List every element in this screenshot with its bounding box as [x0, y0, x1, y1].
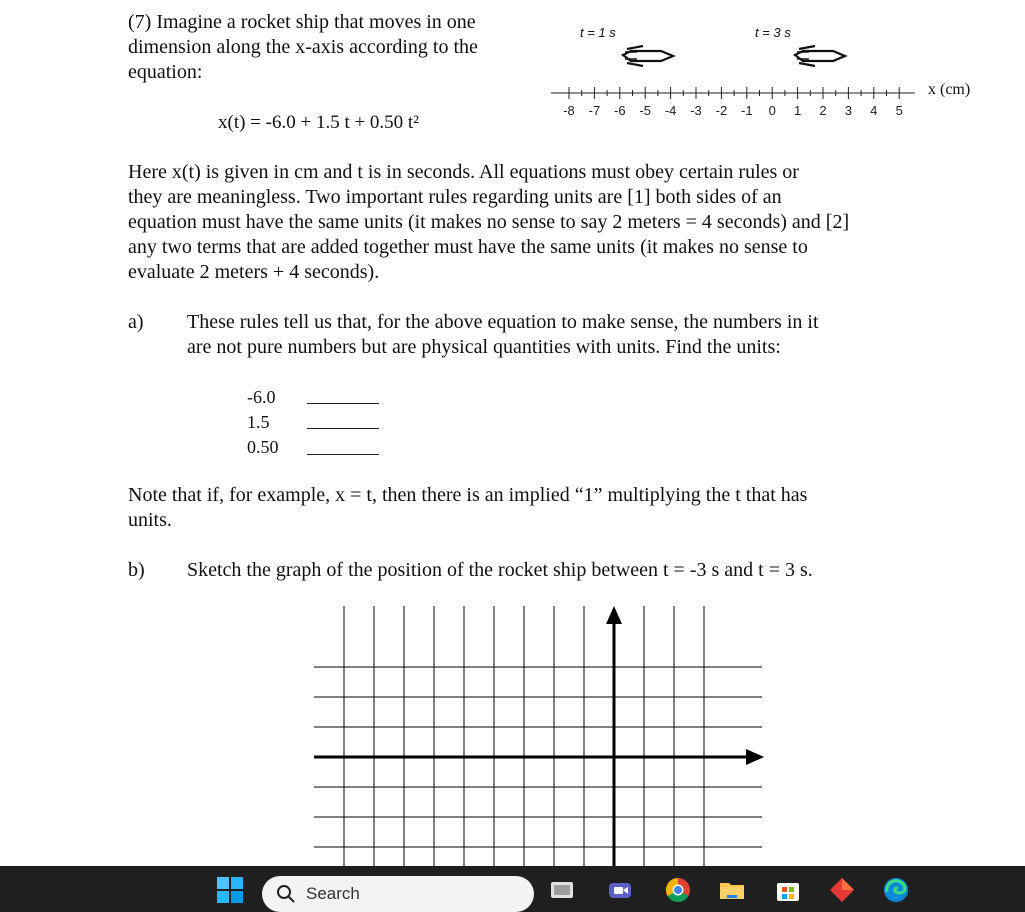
number-line-tick-label: -6: [614, 103, 626, 118]
part-a-line: are not pure numbers but are physical quantities with units. Find the units:: [187, 336, 781, 358]
rules-line: any two terms that are added together must have the same units (it makes no sense to: [128, 236, 808, 258]
rules-paragraph: [128, 160, 849, 285]
note-line: Note that if, for example, x = t, then there is an implied “1” multiplying the t that has: [128, 484, 808, 506]
number-line-tick-label: -1: [741, 103, 753, 118]
intro-line: (7) Imagine a rocket ship that moves in one: [128, 11, 476, 33]
intro-line: dimension along the x-axis according to the: [128, 36, 478, 58]
arrow-up-icon: [606, 606, 622, 624]
number-line-ticks: [563, 87, 903, 118]
number-line-tick-label: -3: [690, 103, 702, 118]
note-paragraph: [128, 483, 807, 533]
number-line-tick-label: 3: [844, 103, 853, 118]
number-line-tick-label: 0: [768, 103, 776, 118]
answer-blank[interactable]: [307, 428, 379, 429]
rules-line: Here x(t) is given in cm and t is in seconds. All equations must obey certain rules or: [128, 161, 799, 183]
number-line-tick-label: -8: [563, 103, 575, 118]
rocket-label: t = 1 s: [580, 25, 616, 40]
search-input[interactable]: [262, 876, 534, 912]
teams-meet-icon[interactable]: [604, 874, 636, 906]
number-line-tick-label: -7: [588, 103, 601, 118]
search-placeholder: Search: [306, 884, 360, 903]
sketch-grid: [300, 600, 780, 866]
search-icon: [276, 884, 296, 904]
windows-start-icon[interactable]: [214, 874, 246, 906]
gem-app-icon[interactable]: [826, 874, 858, 906]
number-line-tick-label: 1: [793, 103, 802, 118]
part-a-line: These rules tell us that, for the above equation to make sense, the numbers in it: [187, 311, 819, 333]
coefficient: 1.5: [247, 412, 270, 432]
chrome-icon[interactable]: [662, 874, 694, 906]
part-b-text: Sketch the graph of the position of the rocket ship between t = -3 s and t = 3 s.: [187, 559, 813, 581]
number-line-tick-label: -2: [715, 103, 728, 118]
rules-line: evaluate 2 meters + 4 seconds).: [128, 261, 380, 283]
rules-line: equation must have the same units (it makes no sense to say 2 meters = 4 seconds) and [2]: [128, 211, 850, 233]
number-line-tick-label: -5: [639, 103, 651, 118]
part-a-text: [187, 310, 819, 360]
equation: x(t) = -6.0 + 1.5 t + 0.50 t²: [218, 112, 419, 133]
rocket-icon: [623, 46, 673, 66]
problem-intro: [128, 10, 478, 85]
rocket-icon: [795, 46, 845, 66]
answer-blank[interactable]: [307, 454, 379, 455]
file-explorer-icon[interactable]: [716, 874, 748, 906]
number-line-tick-label: 2: [819, 103, 827, 118]
coefficient: -6.0: [247, 387, 276, 407]
note-line: units.: [128, 509, 172, 531]
part-b-label: b): [128, 559, 145, 581]
microsoft-store-icon[interactable]: [772, 874, 804, 906]
rules-line: they are meaningless. Two important rules regarding units are [1] both sides of an: [128, 186, 782, 208]
arrow-right-icon: [746, 749, 764, 765]
answer-blank[interactable]: [307, 403, 379, 404]
edge-icon[interactable]: [880, 874, 912, 906]
number-line-tick-label: 5: [895, 103, 903, 118]
coefficient: 0.50: [247, 437, 279, 457]
axis-label: x (cm): [928, 81, 971, 98]
number-line-tick-label: -4: [664, 103, 677, 118]
intro-line: equation:: [128, 61, 203, 83]
file-manager-icon[interactable]: [546, 874, 578, 906]
number-line-tick-label: 4: [870, 103, 878, 118]
part-a-label: a): [128, 311, 144, 333]
grid-lines: [314, 606, 762, 866]
rocket-label: t = 3 s: [755, 25, 791, 40]
